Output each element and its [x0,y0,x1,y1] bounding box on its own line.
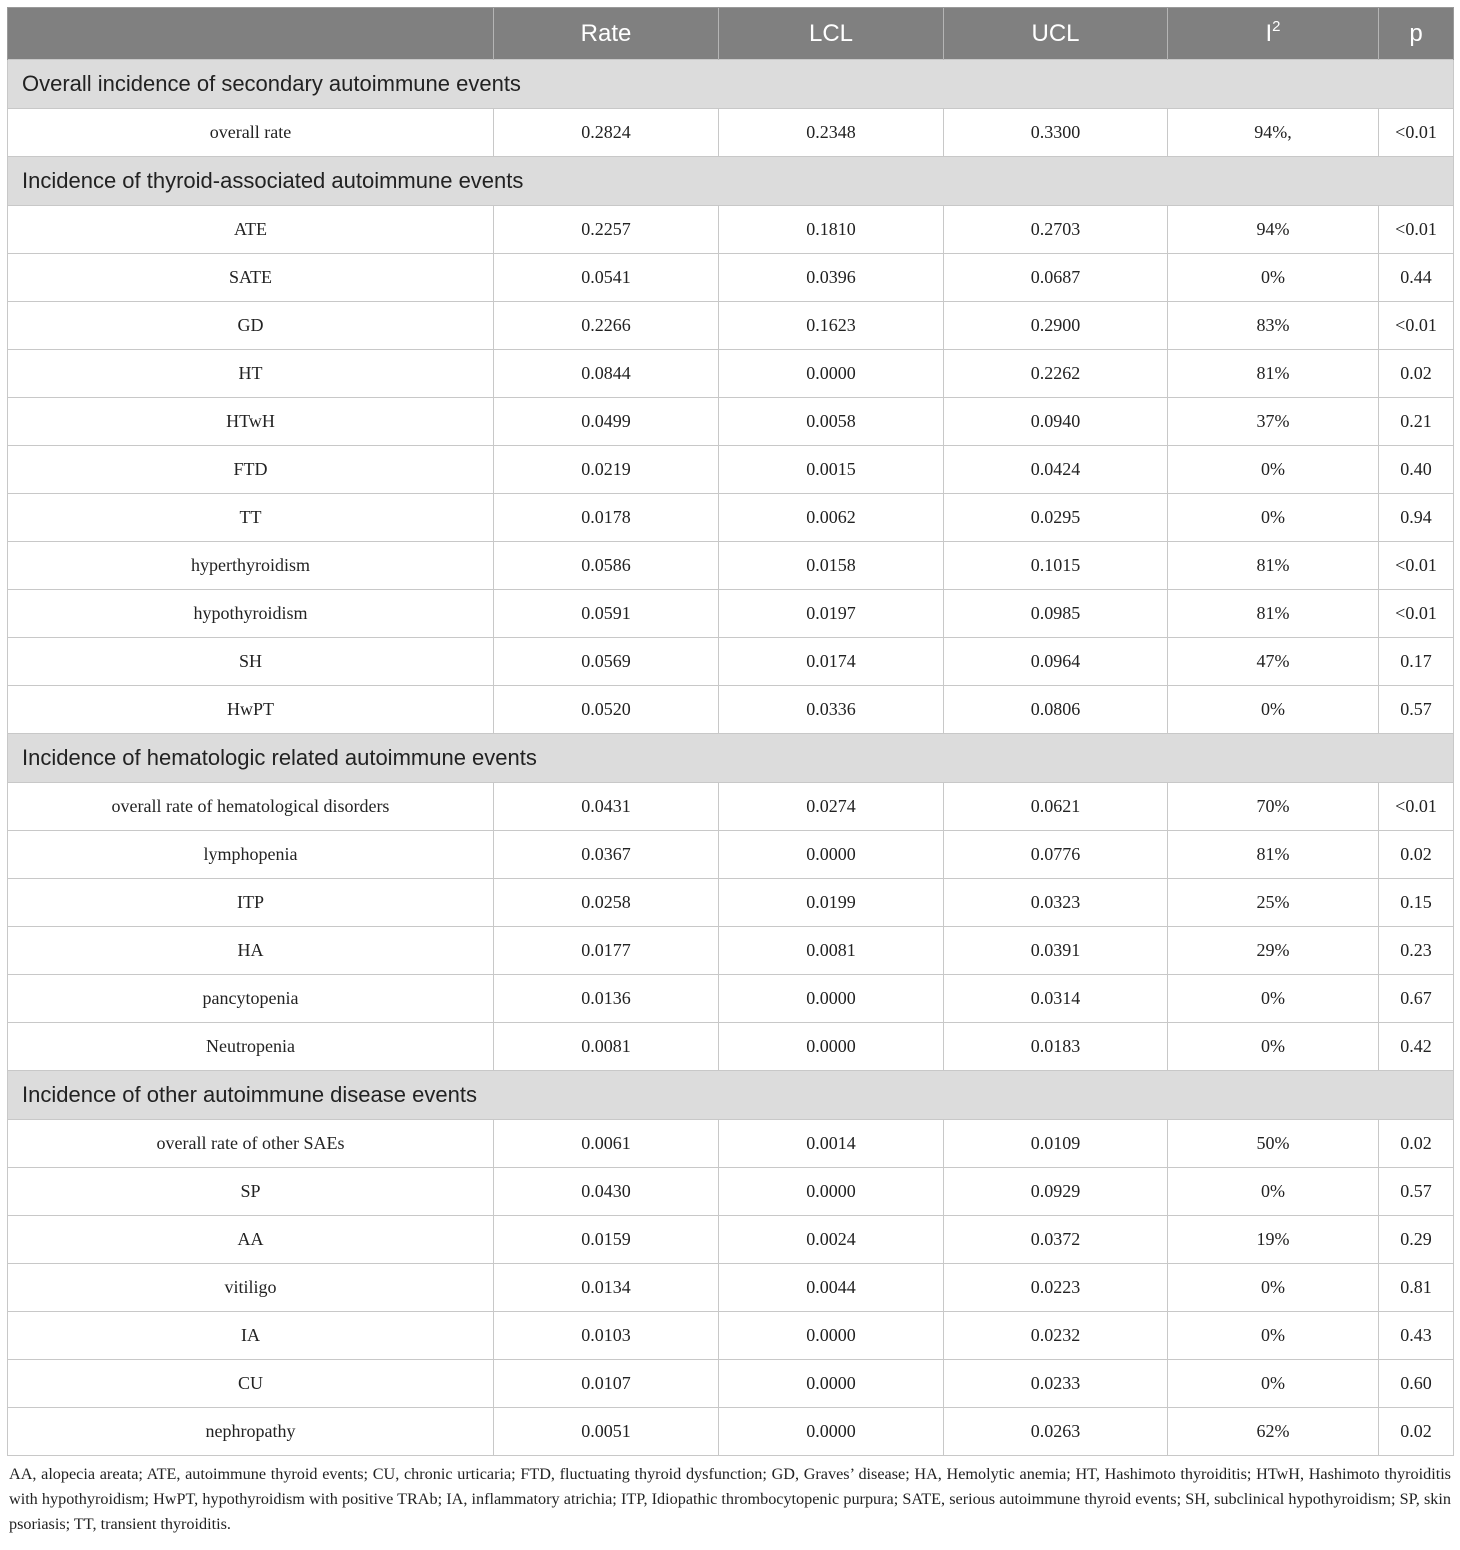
table-header [8,8,1454,60]
cell-ucl: 0.0295 [944,494,1168,542]
cell-rate: 0.0178 [494,494,719,542]
table-row [8,206,1454,254]
cell-event: nephropathy [8,1408,494,1456]
cell-p: 0.29 [1379,1216,1454,1264]
cell-lcl: 0.0000 [719,1168,944,1216]
cell-ucl: 0.0964 [944,638,1168,686]
table-row [8,302,1454,350]
cell-p: 0.21 [1379,398,1454,446]
table-row [8,350,1454,398]
cell-lcl: 0.1623 [719,302,944,350]
cell-event: hypothyroidism [8,590,494,638]
cell-event: HTwH [8,398,494,446]
section-title: Incidence of hematologic related autoimmune events [8,734,1454,783]
cell-lcl: 0.0197 [719,590,944,638]
cell-lcl: 0.0174 [719,638,944,686]
table-row [8,590,1454,638]
cell-i2: 0% [1168,686,1379,734]
cell-p: 0.02 [1379,1120,1454,1168]
table-row [8,1360,1454,1408]
cell-p: 0.15 [1379,879,1454,927]
table-row [8,1023,1454,1071]
cell-lcl: 0.0015 [719,446,944,494]
table-footnote: AA, alopecia areata; ATE, autoimmune thyroid events; CU, chronic urticaria; FTD, fluctuating thyroid dysfunction; GD, Graves’ disease; HA, Hemolytic anemia; HT, Hashimoto thyroiditis; HTwH, Hashimoto thyroiditis with hypothyroidism; HwPT, hypothyroidism with positive TRAb; IA, inflammatory atrichia; ITP, Idiopathic thrombocytopenic purpura; SATE, serious autoimmune thyroid events; SH, subclinical hypothyroidism; SP, skin psoriasis; TT, transient thyroiditis. [9,1465,1451,1533]
cell-rate: 0.0367 [494,831,719,879]
cell-event: FTD [8,446,494,494]
cell-event: lymphopenia [8,831,494,879]
cell-p: <0.01 [1379,783,1454,831]
cell-i2: 81% [1168,350,1379,398]
table-row [8,254,1454,302]
header-p: p [1379,8,1454,60]
cell-rate: 0.0586 [494,542,719,590]
header-i2-superscript: 2 [1272,18,1281,35]
table-row [8,1264,1454,1312]
table-row [8,975,1454,1023]
cell-ucl: 0.0323 [944,879,1168,927]
cell-ucl: 0.0372 [944,1216,1168,1264]
cell-i2: 25% [1168,879,1379,927]
section-row [8,60,1454,109]
cell-ucl: 0.0687 [944,254,1168,302]
table-row [8,1312,1454,1360]
section-title: Incidence of thyroid-associated autoimmune events [8,157,1454,206]
cell-ucl: 0.0183 [944,1023,1168,1071]
cell-lcl: 0.2348 [719,109,944,157]
cell-event: SH [8,638,494,686]
cell-lcl: 0.0081 [719,927,944,975]
cell-ucl: 0.0621 [944,783,1168,831]
incidence-table [7,7,1454,1456]
cell-event: overall rate [8,109,494,157]
cell-lcl: 0.0396 [719,254,944,302]
table-row [8,879,1454,927]
cell-event: TT [8,494,494,542]
cell-rate: 0.0541 [494,254,719,302]
cell-event: ITP [8,879,494,927]
cell-ucl: 0.2262 [944,350,1168,398]
cell-lcl: 0.0158 [719,542,944,590]
cell-event: IA [8,1312,494,1360]
cell-event: SATE [8,254,494,302]
cell-i2: 70% [1168,783,1379,831]
cell-event: overall rate of hematological disorders [8,783,494,831]
cell-rate: 0.0136 [494,975,719,1023]
section-row [8,1071,1454,1120]
cell-lcl: 0.0000 [719,1312,944,1360]
cell-event: AA [8,1216,494,1264]
cell-rate: 0.0081 [494,1023,719,1071]
cell-p: 0.23 [1379,927,1454,975]
cell-rate: 0.0219 [494,446,719,494]
cell-rate: 0.2257 [494,206,719,254]
table-row [8,831,1454,879]
cell-lcl: 0.0024 [719,1216,944,1264]
cell-lcl: 0.0062 [719,494,944,542]
section-row [8,734,1454,783]
cell-lcl: 0.0000 [719,975,944,1023]
cell-ucl: 0.0985 [944,590,1168,638]
cell-i2: 94%, [1168,109,1379,157]
table-row [8,1168,1454,1216]
cell-event: pancytopenia [8,975,494,1023]
table-row [8,686,1454,734]
cell-lcl: 0.0336 [719,686,944,734]
cell-p: 0.60 [1379,1360,1454,1408]
cell-p: <0.01 [1379,109,1454,157]
cell-lcl: 0.0044 [719,1264,944,1312]
cell-p: <0.01 [1379,302,1454,350]
table-row [8,1120,1454,1168]
cell-rate: 0.0103 [494,1312,719,1360]
cell-p: <0.01 [1379,206,1454,254]
table-row [8,783,1454,831]
cell-i2: 50% [1168,1120,1379,1168]
cell-i2: 81% [1168,590,1379,638]
cell-lcl: 0.0014 [719,1120,944,1168]
cell-i2: 0% [1168,1312,1379,1360]
cell-rate: 0.0431 [494,783,719,831]
cell-p: 0.02 [1379,350,1454,398]
cell-lcl: 0.0000 [719,1360,944,1408]
cell-ucl: 0.0263 [944,1408,1168,1456]
cell-ucl: 0.2703 [944,206,1168,254]
table-row [8,638,1454,686]
cell-rate: 0.0159 [494,1216,719,1264]
header-event [8,8,494,60]
cell-p: <0.01 [1379,590,1454,638]
cell-p: 0.44 [1379,254,1454,302]
cell-lcl: 0.0000 [719,350,944,398]
cell-i2: 81% [1168,542,1379,590]
cell-rate: 0.0591 [494,590,719,638]
cell-p: 0.02 [1379,1408,1454,1456]
header-i2-base: I [1265,20,1273,47]
cell-lcl: 0.0000 [719,831,944,879]
header-i2 [1168,8,1379,60]
document [7,7,1453,1537]
cell-ucl: 0.2900 [944,302,1168,350]
cell-p: 0.40 [1379,446,1454,494]
cell-i2: 0% [1168,1168,1379,1216]
cell-ucl: 0.0929 [944,1168,1168,1216]
table-row [8,109,1454,157]
cell-ucl: 0.3300 [944,109,1168,157]
cell-ucl: 0.0233 [944,1360,1168,1408]
cell-ucl: 0.0391 [944,927,1168,975]
cell-p: 0.57 [1379,686,1454,734]
cell-i2: 62% [1168,1408,1379,1456]
cell-p: 0.67 [1379,975,1454,1023]
cell-rate: 0.0844 [494,350,719,398]
cell-rate: 0.0258 [494,879,719,927]
cell-i2: 19% [1168,1216,1379,1264]
table-row [8,927,1454,975]
cell-p: 0.02 [1379,831,1454,879]
section-title: Incidence of other autoimmune disease events [8,1071,1454,1120]
cell-rate: 0.0061 [494,1120,719,1168]
cell-event: SP [8,1168,494,1216]
cell-event: vitiligo [8,1264,494,1312]
cell-ucl: 0.0424 [944,446,1168,494]
cell-i2: 0% [1168,1264,1379,1312]
cell-rate: 0.2824 [494,109,719,157]
section-row [8,157,1454,206]
cell-event: hyperthyroidism [8,542,494,590]
cell-lcl: 0.0000 [719,1408,944,1456]
cell-event: HwPT [8,686,494,734]
table-row [8,1216,1454,1264]
cell-i2: 0% [1168,1023,1379,1071]
section-title: Overall incidence of secondary autoimmune events [8,60,1454,109]
cell-i2: 47% [1168,638,1379,686]
table-row [8,446,1454,494]
table-body [8,60,1454,1456]
cell-p: 0.42 [1379,1023,1454,1071]
cell-event: HA [8,927,494,975]
cell-rate: 0.0177 [494,927,719,975]
cell-p: 0.57 [1379,1168,1454,1216]
table-row [8,398,1454,446]
cell-ucl: 0.0776 [944,831,1168,879]
cell-ucl: 0.0940 [944,398,1168,446]
cell-p: 0.81 [1379,1264,1454,1312]
cell-rate: 0.0499 [494,398,719,446]
cell-rate: 0.0134 [494,1264,719,1312]
cell-i2: 0% [1168,975,1379,1023]
cell-ucl: 0.0314 [944,975,1168,1023]
cell-i2: 0% [1168,446,1379,494]
cell-i2: 94% [1168,206,1379,254]
cell-event: CU [8,1360,494,1408]
cell-ucl: 0.0223 [944,1264,1168,1312]
header-ucl: UCL [944,8,1168,60]
cell-p: 0.94 [1379,494,1454,542]
cell-rate: 0.0051 [494,1408,719,1456]
cell-event: HT [8,350,494,398]
table-row [8,494,1454,542]
cell-event: ATE [8,206,494,254]
cell-i2: 37% [1168,398,1379,446]
cell-lcl: 0.0274 [719,783,944,831]
cell-lcl: 0.1810 [719,206,944,254]
cell-event: overall rate of other SAEs [8,1120,494,1168]
cell-ucl: 0.0806 [944,686,1168,734]
cell-ucl: 0.0232 [944,1312,1168,1360]
cell-ucl: 0.1015 [944,542,1168,590]
cell-i2: 0% [1168,254,1379,302]
cell-lcl: 0.0058 [719,398,944,446]
cell-p: 0.43 [1379,1312,1454,1360]
cell-lcl: 0.0000 [719,1023,944,1071]
cell-rate: 0.0520 [494,686,719,734]
header-row [8,8,1454,60]
cell-rate: 0.0569 [494,638,719,686]
cell-i2: 0% [1168,1360,1379,1408]
cell-rate: 0.0107 [494,1360,719,1408]
cell-i2: 29% [1168,927,1379,975]
cell-rate: 0.0430 [494,1168,719,1216]
cell-i2: 83% [1168,302,1379,350]
cell-ucl: 0.0109 [944,1120,1168,1168]
table-row [8,542,1454,590]
header-rate: Rate [494,8,719,60]
cell-p: 0.17 [1379,638,1454,686]
header-lcl: LCL [719,8,944,60]
cell-event: Neutropenia [8,1023,494,1071]
cell-rate: 0.2266 [494,302,719,350]
cell-p: <0.01 [1379,542,1454,590]
cell-lcl: 0.0199 [719,879,944,927]
cell-event: GD [8,302,494,350]
cell-i2: 81% [1168,831,1379,879]
table-row [8,1408,1454,1456]
cell-i2: 0% [1168,494,1379,542]
